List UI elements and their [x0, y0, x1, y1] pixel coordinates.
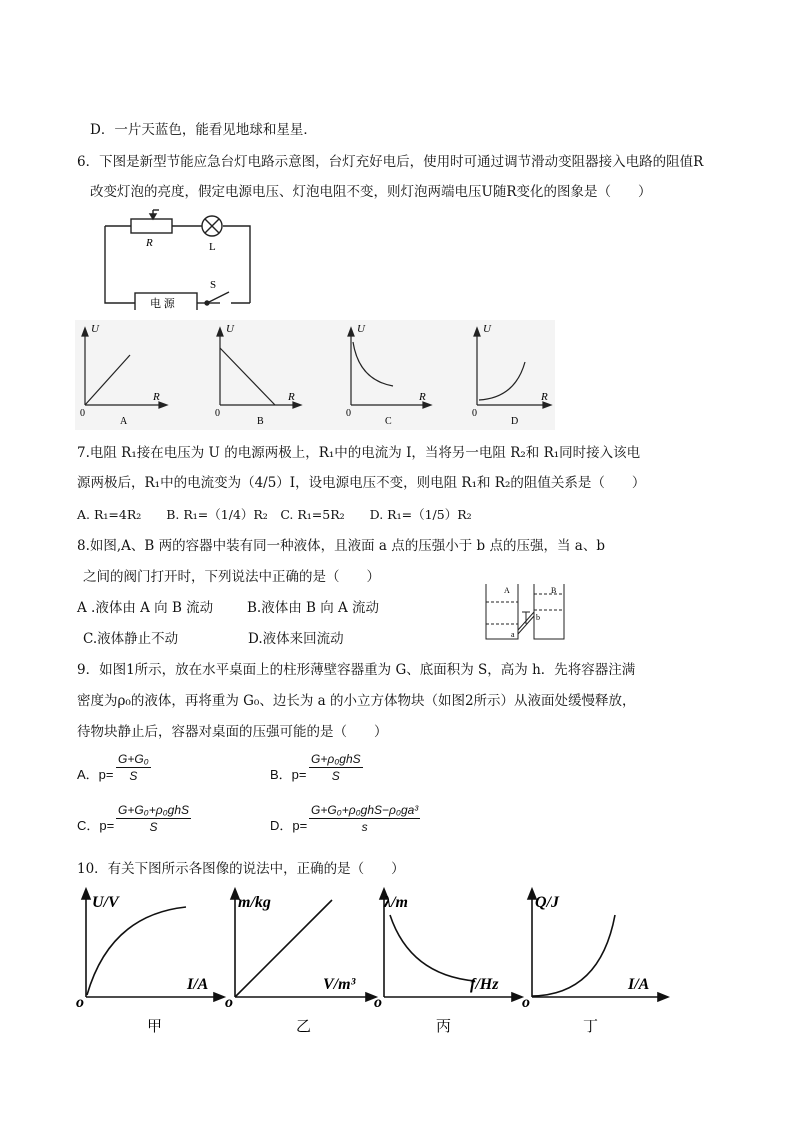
graph-jia-label: 甲: [147, 1019, 163, 1035]
graph-a-x-label: R: [153, 391, 160, 403]
q9-stem-line3: 待物块静止后，容器对桌面的压强可能的是（ ）: [77, 724, 388, 740]
container-b-label: B: [551, 586, 557, 595]
graph-yi-x-label: V/m³: [323, 976, 356, 993]
q9-option-d-prefix: D．p=: [270, 818, 308, 833]
graph-a-label: A: [120, 416, 128, 427]
q6-circuit-diagram: [95, 205, 265, 310]
q7-stem-line2: 源两极后，R₁中的电流变为（4/5）I，设电源电压不变，则电阻 R₁和 R₂的阻值关系是（ ）: [77, 475, 646, 491]
q9-stem-line2: 密度为ρ₀的液体，再将重为 G₀、边长为 a 的小立方体物块（如图2所示）从液面处缓慢释放，: [77, 693, 636, 709]
graph-jia-curve: [87, 907, 186, 995]
graph-b-x-label: R: [288, 391, 295, 403]
graph-yi-label: 乙: [296, 1019, 312, 1035]
q7-stem-line1: 7.电阻 R₁接在电压为 U 的电源两极上，R₁中的电流为 I，当将另一电阻 R₂和 R₁同时接入该电: [77, 445, 641, 461]
graph-ding-x-label: I/A: [628, 976, 650, 993]
graph-d-origin: 0: [472, 408, 477, 419]
graph-bing-curve: [390, 915, 475, 981]
q10-graphs: [70, 885, 670, 1040]
graph-ding-label: 丁: [583, 1019, 599, 1035]
q9-d-numerator: G+G₀+ρ₀ghS−ρ₀ga³: [311, 803, 419, 817]
graph-ding-curve: [532, 915, 615, 996]
q9-option-a-prefix: A．p=: [77, 767, 114, 782]
q8-option-b: B.液体由 B 向 A 流动: [247, 600, 380, 616]
graph-bing-label: 丙: [436, 1019, 452, 1035]
graph-yi-y-label: m/kg: [238, 894, 271, 911]
switch-label: S: [210, 279, 217, 291]
power-source-label: 电 源: [150, 298, 175, 310]
q6-stem-line2: 改变灯泡的亮度，假定电源电压、灯泡电阻不变，则灯泡两端电压U随R变化的图象是（ ）: [90, 184, 652, 200]
graph-d-x-label: R: [541, 391, 548, 403]
graph-yi-origin: o: [225, 994, 233, 1011]
graph-a-origin: 0: [80, 408, 85, 419]
q9-a-numerator: G+G₀: [118, 752, 149, 766]
q9-option-b-prefix: B．p=: [270, 767, 307, 782]
q7-options: A. R₁=4R₂ B. R₁=（1/4）R₂ C. R₁=5R₂ D. R₁=（1/5）R₂: [77, 507, 472, 522]
graph-b-origin: 0: [215, 408, 220, 419]
graph-jia-x-label: I/A: [187, 976, 209, 993]
graph-c-x-label: R: [419, 391, 426, 403]
graph-ding-y-label: Q/J: [535, 894, 559, 911]
q8-option-c: C.液体静止不动: [83, 631, 179, 647]
q8-option-a: A .液体由 A 向 B 流动: [77, 600, 214, 616]
graph-jia-origin: o: [76, 994, 84, 1011]
graph-d-y-label: U: [483, 323, 491, 335]
graph-jia-y-label: U/V: [92, 894, 119, 911]
q9-option-d-fraction: [309, 803, 420, 834]
graph-bing-y-label: λ/m: [384, 894, 408, 911]
q6-graphs: [75, 320, 555, 430]
q9-c-denominator: S: [149, 820, 158, 834]
q8-stem-line2: 之间的阀门打开时，下列说法中正确的是（ ）: [83, 569, 380, 585]
q8-containers-figure: [478, 582, 570, 642]
graph-b-y-label: U: [226, 323, 234, 335]
q8-stem-line1: 8.如图,A、B 两的容器中装有同一种液体，且液面 a 点的压强小于 b 点的压强，当 a、b: [77, 538, 605, 554]
graph-yi-curve: [235, 900, 332, 997]
q5-option-d: D．一片天蓝色，能看见地球和星星．: [90, 122, 317, 138]
lamp-label: L: [209, 241, 216, 253]
graph-b-label: B: [257, 416, 264, 427]
graph-bing-x-label: f/Hz: [470, 976, 499, 993]
q9-option-a-fraction: [116, 752, 151, 783]
q9-option-c-prefix: C．p=: [77, 818, 115, 833]
graph-d-label: D: [511, 416, 519, 427]
point-a-label: a: [511, 630, 515, 639]
graph-bing-origin: o: [374, 994, 382, 1011]
q8-option-d: D.液体来回流动: [248, 631, 344, 647]
q10-stem: 10．有关下图所示各图像的说法中，正确的是（ ）: [77, 861, 405, 877]
point-b-label: b: [536, 613, 540, 622]
q9-b-denominator: S: [331, 769, 340, 783]
graph-a-y-label: U: [91, 323, 99, 335]
q9-c-numerator: G+G₀+ρ₀ghS: [118, 803, 190, 817]
container-a-label: A: [504, 586, 510, 595]
rheostat-label: R: [146, 237, 153, 249]
q9-b-numerator: G+ρ₀ghS: [311, 752, 361, 766]
graph-c-y-label: U: [357, 323, 365, 335]
graph-c-label: C: [385, 416, 392, 427]
q9-stem-line1: 9．如图1所示，放在水平桌面上的柱形薄壁容器重为 G、底面积为 S，高为 h．先将容器注满: [77, 662, 636, 678]
q9-a-denominator: S: [129, 769, 138, 783]
q9-option-c-fraction: [116, 803, 191, 834]
q9-d-denominator: s: [361, 820, 368, 834]
graph-c-origin: 0: [346, 408, 351, 419]
q9-option-b-fraction: [309, 752, 363, 783]
graph-ding-origin: o: [522, 994, 530, 1011]
q6-stem-line1: 6．下图是新型节能应急台灯电路示意图，台灯充好电后，使用时可通过调节滑动变阻器接入电路的阻值R: [77, 154, 704, 170]
